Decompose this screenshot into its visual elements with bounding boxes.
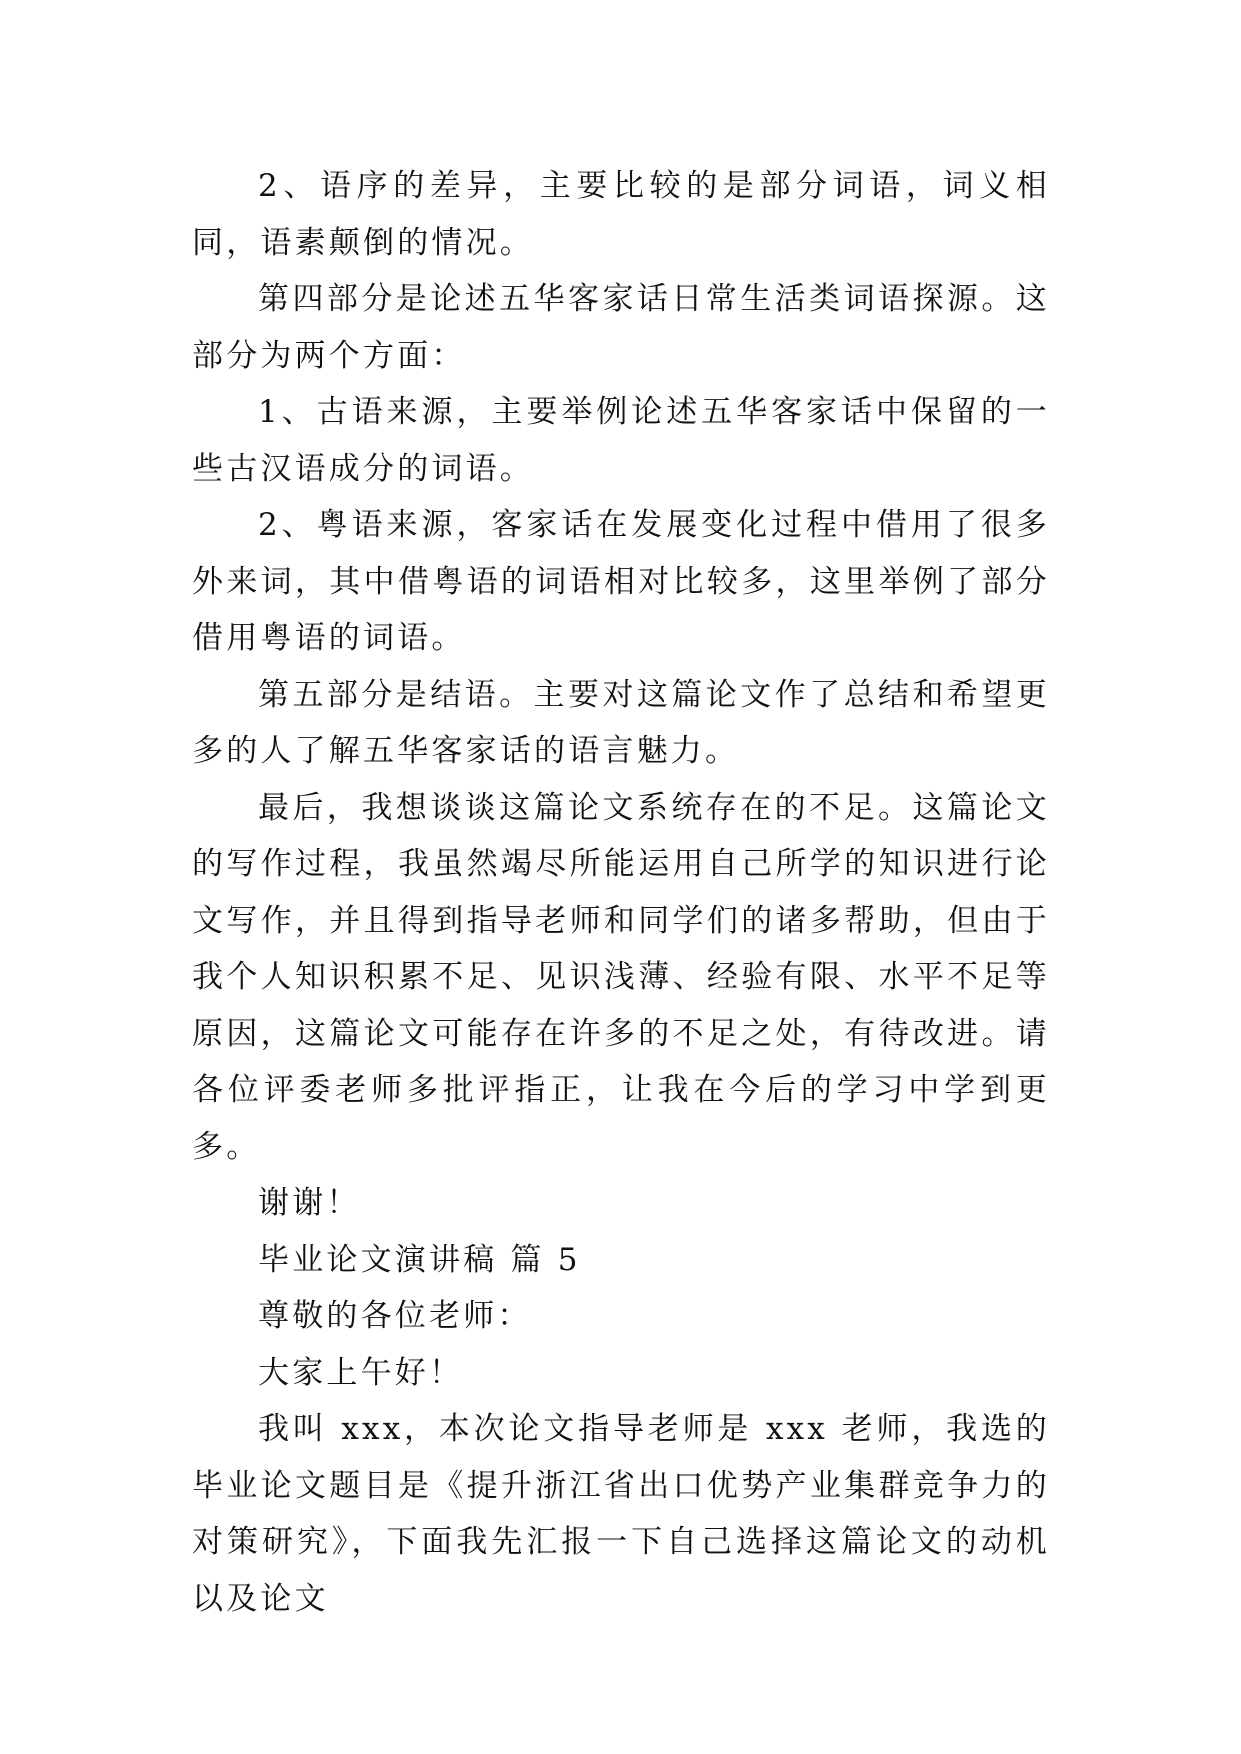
document-body	[192, 158, 1050, 1627]
section-heading: 毕业论文演讲稿 篇 5	[258, 1241, 581, 1278]
paragraph-salutation: 尊敬的各位老师：	[258, 1298, 532, 1334]
paragraph-cantonese-source: 2、粤语来源，客家话在发展变化过程中借用了很多外来词，其中借粤语的词语相对比较多，这里举例了部分借用粤语的词语。	[192, 507, 1050, 656]
paragraph-part-five: 第五部分是结语。主要对这篇论文作了总结和希望更多的人了解五华客家话的语言魅力。	[192, 676, 1050, 769]
paragraph-shortcomings: 最后，我想谈谈这篇论文系统存在的不足。这篇论文的写作过程，我虽然竭尽所能运用自己所学的知识进行论文写作，并且得到指导老师和同学们的诸多帮助，但由于我个人知识积累不足、见识浅薄、经验有限、水平不足等原因，这篇论文可能存在许多的不足之处，有待改进。请各位评委老师多批评指正，让我在今后的学习中学到更多。	[192, 789, 1050, 1165]
paragraph-word-order: 2、语序的差异，主要比较的是部分词语，词义相同，语素颠倒的情况。	[192, 168, 1050, 261]
paragraph-ancient-source: 1、古语来源，主要举例论述五华客家话中保留的一些古汉语成分的词语。	[192, 394, 1050, 487]
paragraph-introduction: 我叫 xxx，本次论文指导老师是 xxx 老师，我选的毕业论文题目是《提升浙江省出口优势产业集群竞争力的对策研究》，下面我先汇报一下自己选择这篇论文的动机以及论文	[192, 1411, 1050, 1617]
paragraph-thanks: 谢谢！	[258, 1185, 361, 1221]
paragraph-part-four: 第四部分是论述五华客家话日常生活类词语探源。这部分为两个方面：	[192, 281, 1050, 374]
paragraph-greeting: 大家上午好！	[258, 1354, 464, 1391]
